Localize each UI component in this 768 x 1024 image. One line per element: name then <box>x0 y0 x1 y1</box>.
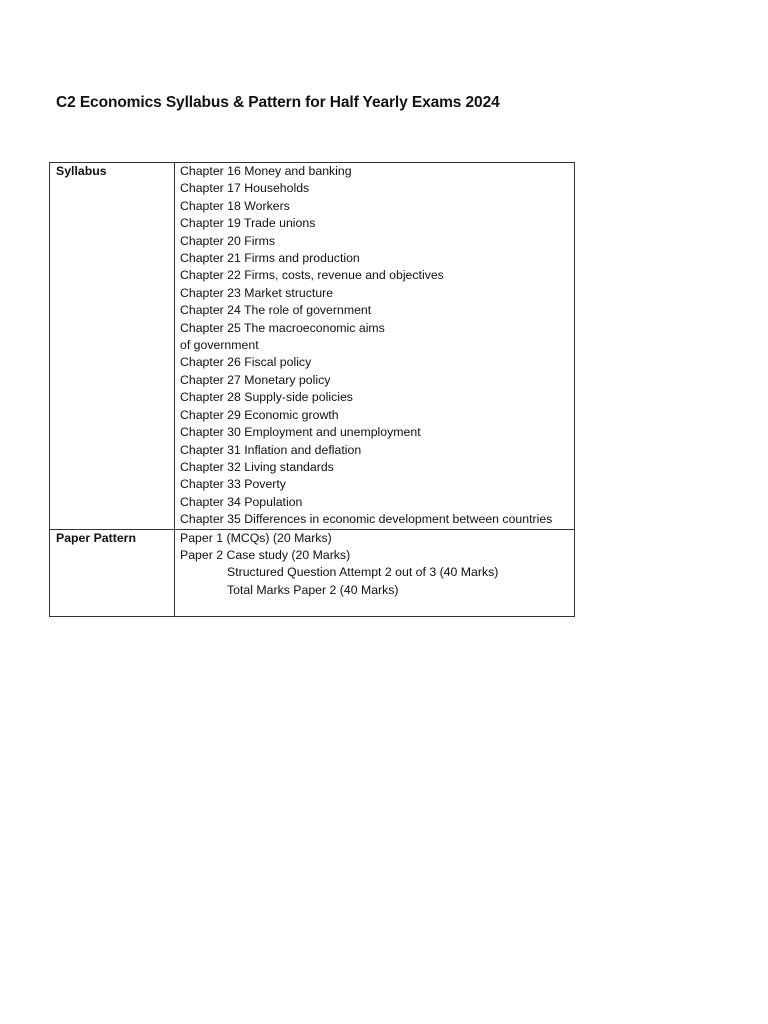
chapter-line: Chapter 24 The role of government <box>180 303 372 318</box>
chapter-line: Chapter 22 Firms, costs, revenue and objectives <box>180 268 444 283</box>
chapter-line: Chapter 29 Economic growth <box>180 407 339 422</box>
chapter-line: Chapter 27 Monetary policy <box>180 372 331 387</box>
chapter-line: Chapter 21 Firms and production <box>180 251 360 266</box>
chapter-line: Chapter 30 Employment and unemployment <box>180 425 421 440</box>
pattern-line: Paper 2 Case study (20 Marks) <box>180 547 351 562</box>
chapter-line: Chapter 34 Population <box>180 494 303 509</box>
paper-pattern-label: Paper Pattern <box>50 529 175 617</box>
chapter-line: Chapter 19 Trade unions <box>180 216 316 231</box>
chapter-line: Chapter 17 Households <box>180 181 310 196</box>
pattern-line-indented: Total Marks Paper 2 (40 Marks) <box>227 582 399 597</box>
chapter-line: Chapter 25 The macroeconomic aims <box>180 320 385 335</box>
chapter-line: Chapter 26 Fiscal policy <box>180 355 312 370</box>
chapter-line: Chapter 31 Inflation and deflation <box>180 442 362 457</box>
chapter-line: Chapter 18 Workers <box>180 198 290 213</box>
chapter-list <box>180 163 574 529</box>
paper-pattern-list <box>180 530 574 617</box>
syllabus-label: Syllabus <box>50 163 175 530</box>
syllabus-row <box>50 163 575 530</box>
page-title: C2 Economics Syllabus & Pattern for Half Yearly Exams 2024 <box>56 94 500 111</box>
chapter-line: Chapter 16 Money and banking <box>180 164 352 178</box>
chapter-line: of government <box>180 338 259 353</box>
pattern-line-indented: Structured Question Attempt 2 out of 3 (40 Marks) <box>227 565 499 580</box>
syllabus-table <box>49 162 575 617</box>
paper-pattern-row <box>50 529 575 617</box>
chapter-line: Chapter 32 Living standards <box>180 459 334 474</box>
chapter-line: Chapter 28 Supply-side policies <box>180 390 353 405</box>
chapter-line: Chapter 20 Firms <box>180 233 275 248</box>
pattern-line: Paper 1 (MCQs) (20 Marks) <box>180 530 332 545</box>
chapter-line: Chapter 35 Differences in economic development between countries <box>180 512 553 527</box>
chapter-line: Chapter 33 Poverty <box>180 477 286 492</box>
syllabus-content <box>175 163 575 530</box>
paper-pattern-content <box>175 529 575 617</box>
chapter-line: Chapter 23 Market structure <box>180 285 334 300</box>
